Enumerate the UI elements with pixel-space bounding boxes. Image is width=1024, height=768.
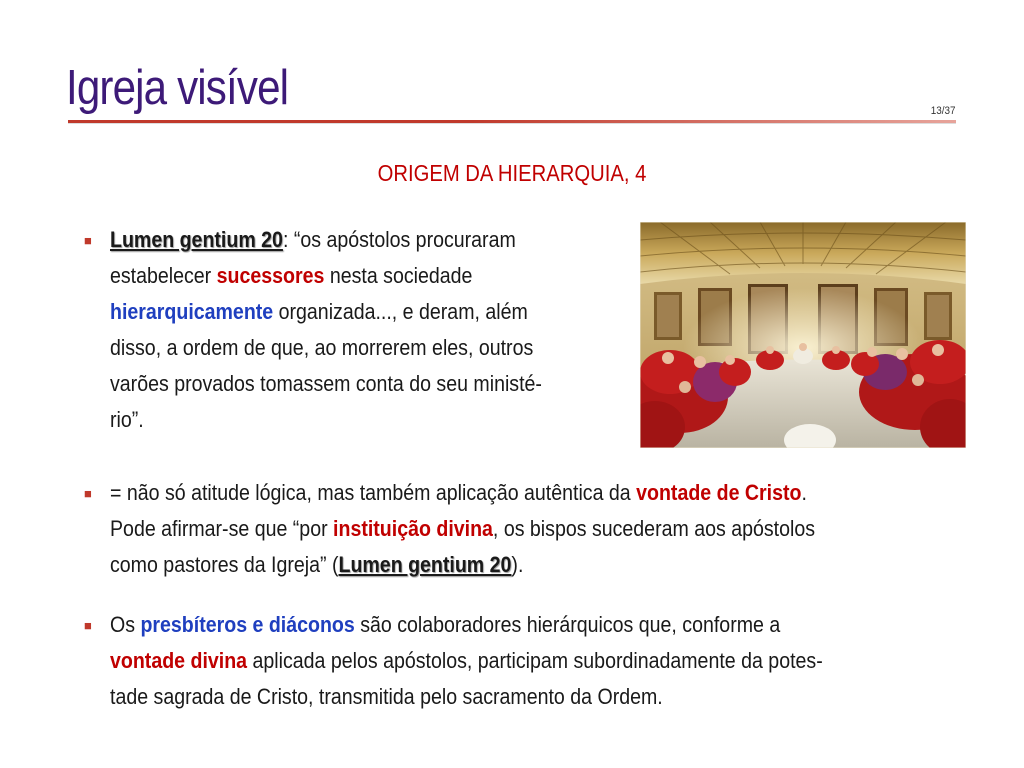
text-line: disso, a ordem de que, ao morrerem eles, outros — [110, 335, 534, 360]
slide-subtitle: ORIGEM DA HIERARQUIA, 4 — [377, 160, 647, 186]
text-line — [110, 511, 980, 547]
bullet-item-presbiteros-diaconos — [84, 607, 1024, 715]
square-bullet-icon: ■ — [84, 486, 92, 501]
text-line — [110, 258, 632, 294]
slide-title: Igreja visível — [66, 61, 289, 115]
text-line — [110, 475, 980, 511]
text-span: aplicada pelos apóstolos, participam subordinadamente da potes- — [247, 648, 823, 673]
text-span: Pode afirmar-se que “por — [110, 516, 334, 541]
emphasis-instituicao-divina: instituição divina — [333, 516, 493, 541]
text-span: , os bispos sucederam aos apóstolos — [492, 516, 816, 541]
bullet-item-instituicao-divina — [84, 475, 1024, 583]
title-rule-shadow — [68, 123, 956, 124]
bullet-text — [110, 475, 980, 583]
text-span: : “os apóstolos procuraram — [282, 227, 516, 252]
text-line: rio”. — [110, 407, 144, 432]
emphasis-hierarquicamente: hierarquicamente — [110, 299, 274, 324]
page-number: 13/37 — [931, 105, 956, 117]
text-span: são colaboradores hierárquicos que, conforme a — [354, 612, 781, 637]
text-line: tade sagrada de Cristo, transmitida pelo sacramento da Ordem. — [110, 684, 663, 709]
bullet-text — [110, 222, 632, 438]
text-span: como pastores da Igreja” ( — [110, 552, 339, 577]
text-line — [110, 607, 980, 643]
bullet-text — [110, 607, 980, 715]
text-span: . — [801, 480, 807, 505]
square-bullet-icon: ■ — [84, 618, 92, 633]
reference-lumen-gentium: Lumen gentium 20 — [338, 552, 512, 577]
emphasis-vontade-divina: vontade divina — [110, 648, 248, 673]
emphasis-presbiteros-diaconos: presbíteros e diáconos — [140, 612, 355, 637]
reference-lumen-gentium: Lumen gentium 20 — [110, 227, 283, 252]
emphasis-sucessores: sucessores — [216, 263, 325, 288]
emphasis-vontade-de-cristo: vontade de Cristo — [636, 480, 802, 505]
text-span: ). — [511, 552, 524, 577]
bullet-item-lumen-gentium — [84, 222, 710, 438]
text-line: varões provados tomassem conta do seu ministé- — [110, 371, 542, 396]
text-span: = não só atitude lógica, mas também aplicação autêntica da — [110, 480, 637, 505]
text-span: Os — [110, 612, 141, 637]
text-line — [110, 643, 980, 679]
text-line — [110, 222, 632, 258]
text-span: nesta sociedade — [324, 263, 473, 288]
text-line — [110, 547, 980, 583]
text-span: estabelecer — [110, 263, 217, 288]
text-span: organizada..., e deram, além — [273, 299, 528, 324]
text-line — [110, 294, 632, 330]
square-bullet-icon: ■ — [84, 233, 92, 248]
